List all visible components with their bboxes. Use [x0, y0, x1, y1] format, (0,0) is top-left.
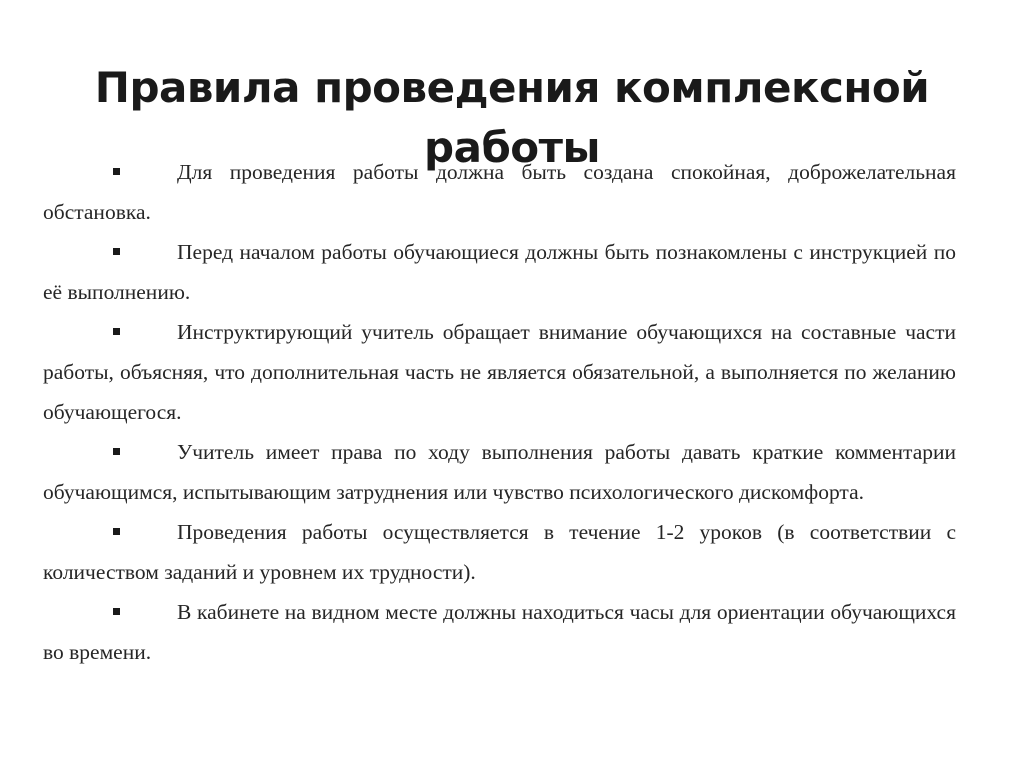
square-bullet-icon [113, 248, 120, 255]
slide-title: Правила проведения комплексной работы [94, 63, 930, 173]
square-bullet-icon [113, 448, 120, 455]
bullet-list [43, 152, 956, 672]
bullet-text: Инструктирующий учитель обращает внимание обучающихся на составные части работы, объясняя, что дополнительная часть не является обязательной, а выполняется по желанию обучающегося. [43, 320, 956, 424]
bullet-item [43, 152, 956, 232]
bullet-item [43, 232, 956, 312]
square-bullet-icon [113, 168, 120, 175]
bullet-item [43, 512, 956, 592]
bullet-item [43, 592, 956, 672]
bullet-text: В кабинете на видном месте должны находиться часы для ориентации обучающихся во времени. [43, 600, 956, 664]
bullet-text: Учитель имеет права по ходу выполнения работы давать краткие комментарии обучающимся, испытывающим затруднения или чувство психологического дискомфорта. [43, 440, 956, 504]
square-bullet-icon [113, 528, 120, 535]
bullet-text: Проведения работы осуществляется в течение 1-2 уроков (в соответствии с количеством заданий и уровнем их трудности). [43, 520, 956, 584]
bullet-item [43, 432, 956, 512]
bullet-item [43, 312, 956, 432]
bullet-text: Перед началом работы обучающиеся должны быть познакомлены с инструкцией по её выполнению. [43, 240, 956, 304]
square-bullet-icon [113, 328, 120, 335]
bullet-text: Для проведения работы должна быть создана спокойная, доброжелательная обстановка. [43, 160, 956, 224]
square-bullet-icon [113, 608, 120, 615]
